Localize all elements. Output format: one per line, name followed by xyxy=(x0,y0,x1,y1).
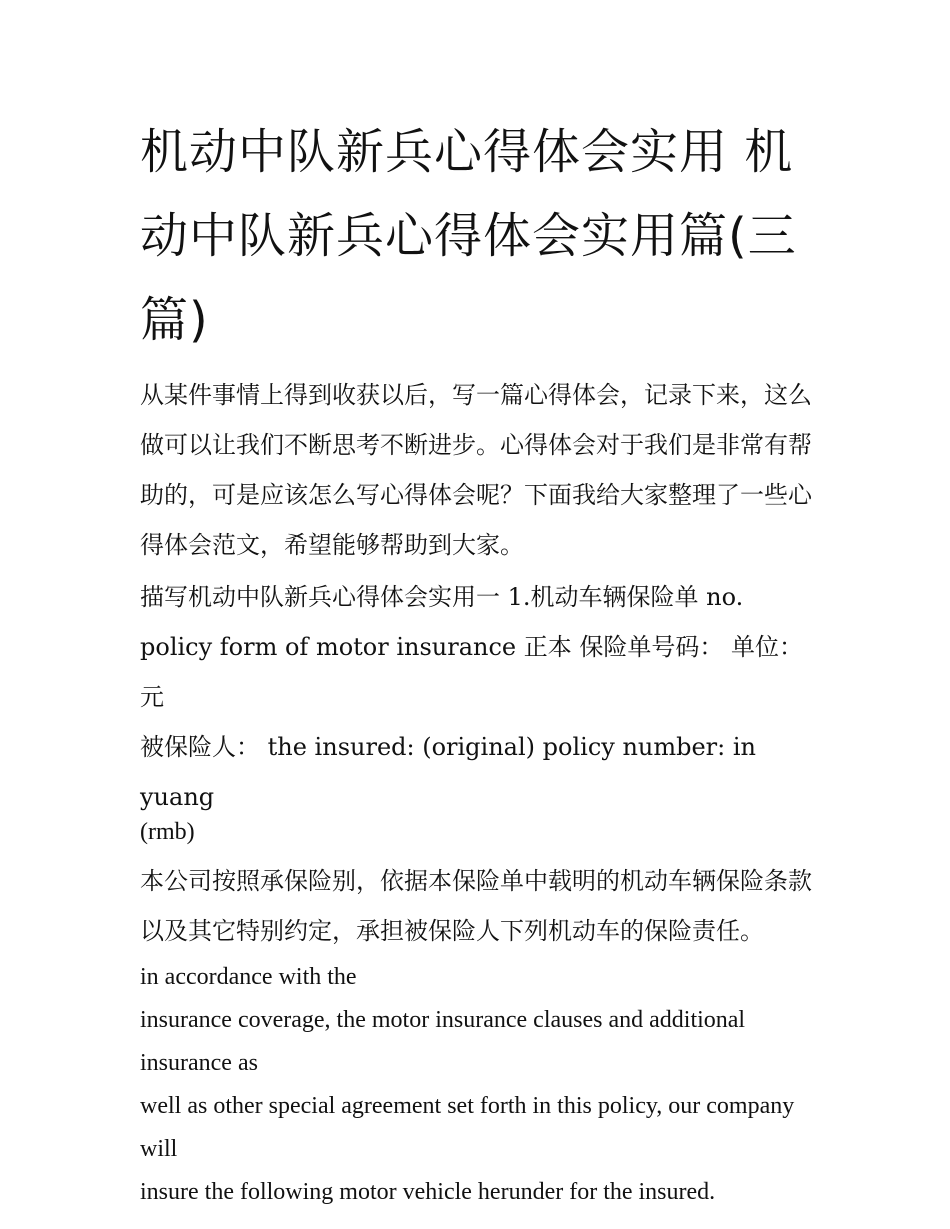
english-clause-line: insure the following motor vehicle herunder for the insured. xyxy=(140,1179,716,1205)
insured-line-tail: (rmb) xyxy=(140,819,195,845)
policy-form-line: policy form of motor insurance 正本 保险单号码： 单位：元 xyxy=(140,633,804,711)
english-clause xyxy=(140,956,820,1214)
document-title: 机动中队新兵心得体会实用 机动中队新兵心得体会实用篇(三篇) xyxy=(140,124,797,348)
section-heading: 描写机动中队新兵心得体会实用一 1.机动车辆保险单 no. xyxy=(140,583,744,611)
english-clause-line: in accordance with the xyxy=(140,964,357,990)
intro-paragraph: 从某件事情上得到收获以后，写一篇心得体会，记录下来，这么做可以让我们不断思考不断进步。心得体会对于我们是非常有帮助的，可是应该怎么写心得体会呢？下面我给大家整理了一些心得体会范文，希望能够帮助到大家。 xyxy=(140,381,812,559)
insured-line: 被保险人： the insured: (original) policy number: in yuang xyxy=(140,733,757,811)
english-clause-line: insurance coverage, the motor insurance clauses and additional insurance as xyxy=(140,1007,746,1076)
document-page xyxy=(140,110,820,1214)
chinese-clause: 本公司按照承保险别，依据本保险单中载明的机动车辆保险条款以及其它特别约定，承担被保险人下列机动车的保险责任。 xyxy=(140,867,812,945)
english-clause-line: well as other special agreement set forth in this policy, our company will xyxy=(140,1093,795,1162)
